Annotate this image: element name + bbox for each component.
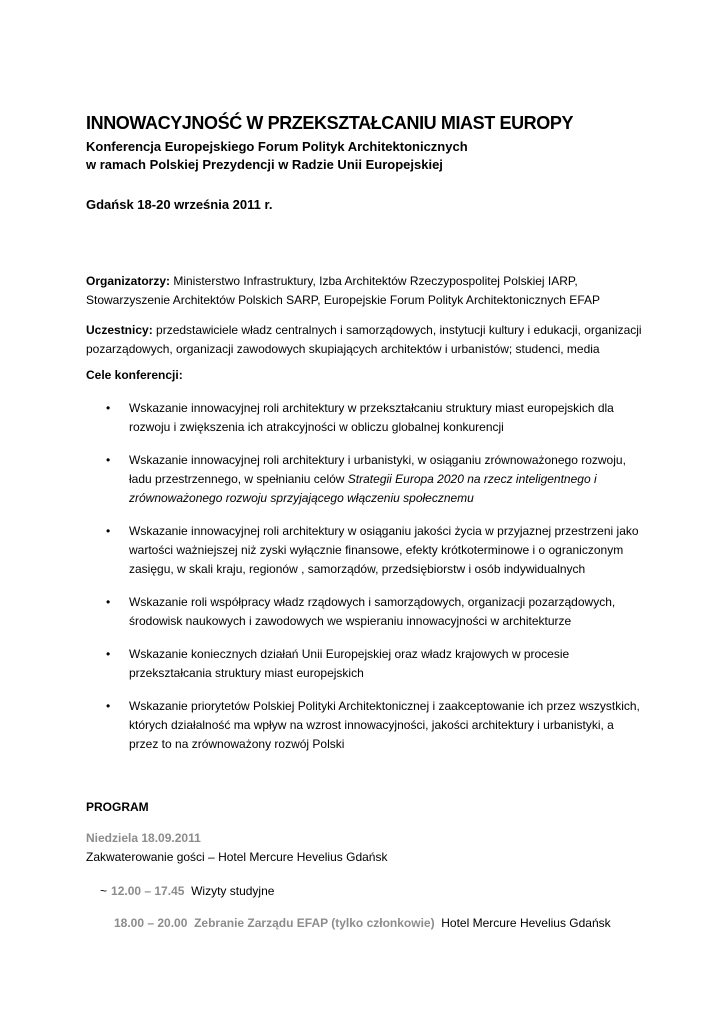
goal-text-plain: Wskazanie innowacyjnej roli architektury i urbanistyki, w osiąganiu zrównoważonego rozwoju, ładu przestrzennego, w spełnianiu celów	[129, 453, 626, 486]
goal-text: Wskazanie koniecznych działań Unii Europejskiej oraz władz krajowych w procesie przekształcania struktury miast europejskich	[129, 647, 570, 680]
participants-text: przedstawiciele władz centralnych i samorządowych, instytucji kultury i edukacji, organizacji pozarządowych, organizacji zawodowych skupiających architektów i urbanistów; studenci, media	[86, 323, 642, 356]
program-row-study-visits	[100, 884, 274, 898]
document-title: INNOWACYJNOŚĆ W PRZEKSZTAŁCANIU MIAST EUROPY	[86, 113, 574, 133]
participants-paragraph	[86, 321, 646, 359]
goals-list	[86, 399, 646, 768]
list-item	[86, 645, 646, 683]
list-item	[86, 399, 646, 437]
conference-subtitle: Konferencja Europejskiego Forum Polityk Architektonicznych	[86, 139, 468, 154]
accommodation-text: Zakwaterowanie gości – Hotel Mercure Hevelius Gdańsk	[86, 850, 388, 864]
list-item	[86, 593, 646, 631]
goal-text: Wskazanie innowacyjnej roli architektury w przekształcaniu struktury miast europejskich dla rozwoju i zwiększenia ich atrakcyjności w obliczu globalnej konkurencji	[129, 401, 614, 434]
program-time: 12.00 – 17.45	[111, 884, 185, 898]
presidency-subtitle: w ramach Polskiej Prezydencji w Radzie Unii Europejskiej	[86, 157, 443, 172]
goal-text: Wskazanie innowacyjnej roli architektury w osiąganiu jakości życia w przyjaznej przestrzeni jako wartości ważniejszej niż zyski wyłącznie finansowe, efekty krótkoterminowe i o ograniczonym zasięgu, w skali kraju, regionów , samorządów, przedsiębiorstw i osób indywidualnych	[129, 524, 639, 576]
goal-text-italic: Strategii Europa 2020 na rzecz inteligentnego i zrównoważonego rozwoju sprzyjającego włączeniu społecznemu	[129, 472, 597, 505]
conference-date: Gdańsk 18-20 września 2011 r.	[86, 197, 273, 212]
program-row-board-meeting	[114, 916, 611, 930]
goal-text: Wskazanie priorytetów Polskiej Polityki Architektonicznej i zaakceptowanie ich przez wszystkich, których działalność ma wpływ na wzrost innowacyjności, jakości architektury i urbanistyki, a przez to na zrównoważony rozwój Polski	[129, 699, 640, 751]
list-item	[86, 522, 646, 579]
tilde-marker: ~	[100, 884, 108, 898]
list-item	[86, 697, 646, 754]
goals-heading: Cele konferencji:	[86, 368, 183, 382]
participants-label: Uczestnicy:	[86, 323, 153, 337]
bullet-icon: •	[106, 699, 111, 713]
organizers-text: Ministerstwo Infrastruktury, Izba Architektów Rzeczypospolitej Polskiej IARP, Stowarzyszenie Architektów Polskich SARP, Europejskie Forum Polityk Architektonicznych EFAP	[86, 274, 600, 307]
bullet-icon: •	[106, 647, 111, 661]
list-item	[86, 451, 646, 508]
program-time: 18.00 – 20.00	[114, 916, 188, 930]
bullet-icon: •	[106, 524, 111, 538]
program-day: Niedziela 18.09.2011	[86, 831, 201, 845]
bullet-icon: •	[106, 595, 111, 609]
goal-text: Wskazanie roli współpracy władz rządowych i samorządowych, organizacji pozarządowych, środowisk naukowych i zawodowych we wspieraniu innowacyjności w architekturze	[129, 595, 616, 628]
bullet-icon: •	[106, 401, 111, 415]
organizers-label: Organizatorzy:	[86, 274, 171, 288]
program-label: Wizyty studyjne	[191, 884, 275, 898]
organizers-paragraph	[86, 272, 646, 310]
program-place: Hotel Mercure Hevelius Gdańsk	[441, 916, 611, 930]
bullet-icon: •	[106, 453, 111, 467]
program-label: Zebranie Zarządu EFAP (tylko członkowie)	[194, 916, 435, 930]
program-heading: PROGRAM	[86, 800, 149, 814]
goal-text	[129, 451, 646, 508]
